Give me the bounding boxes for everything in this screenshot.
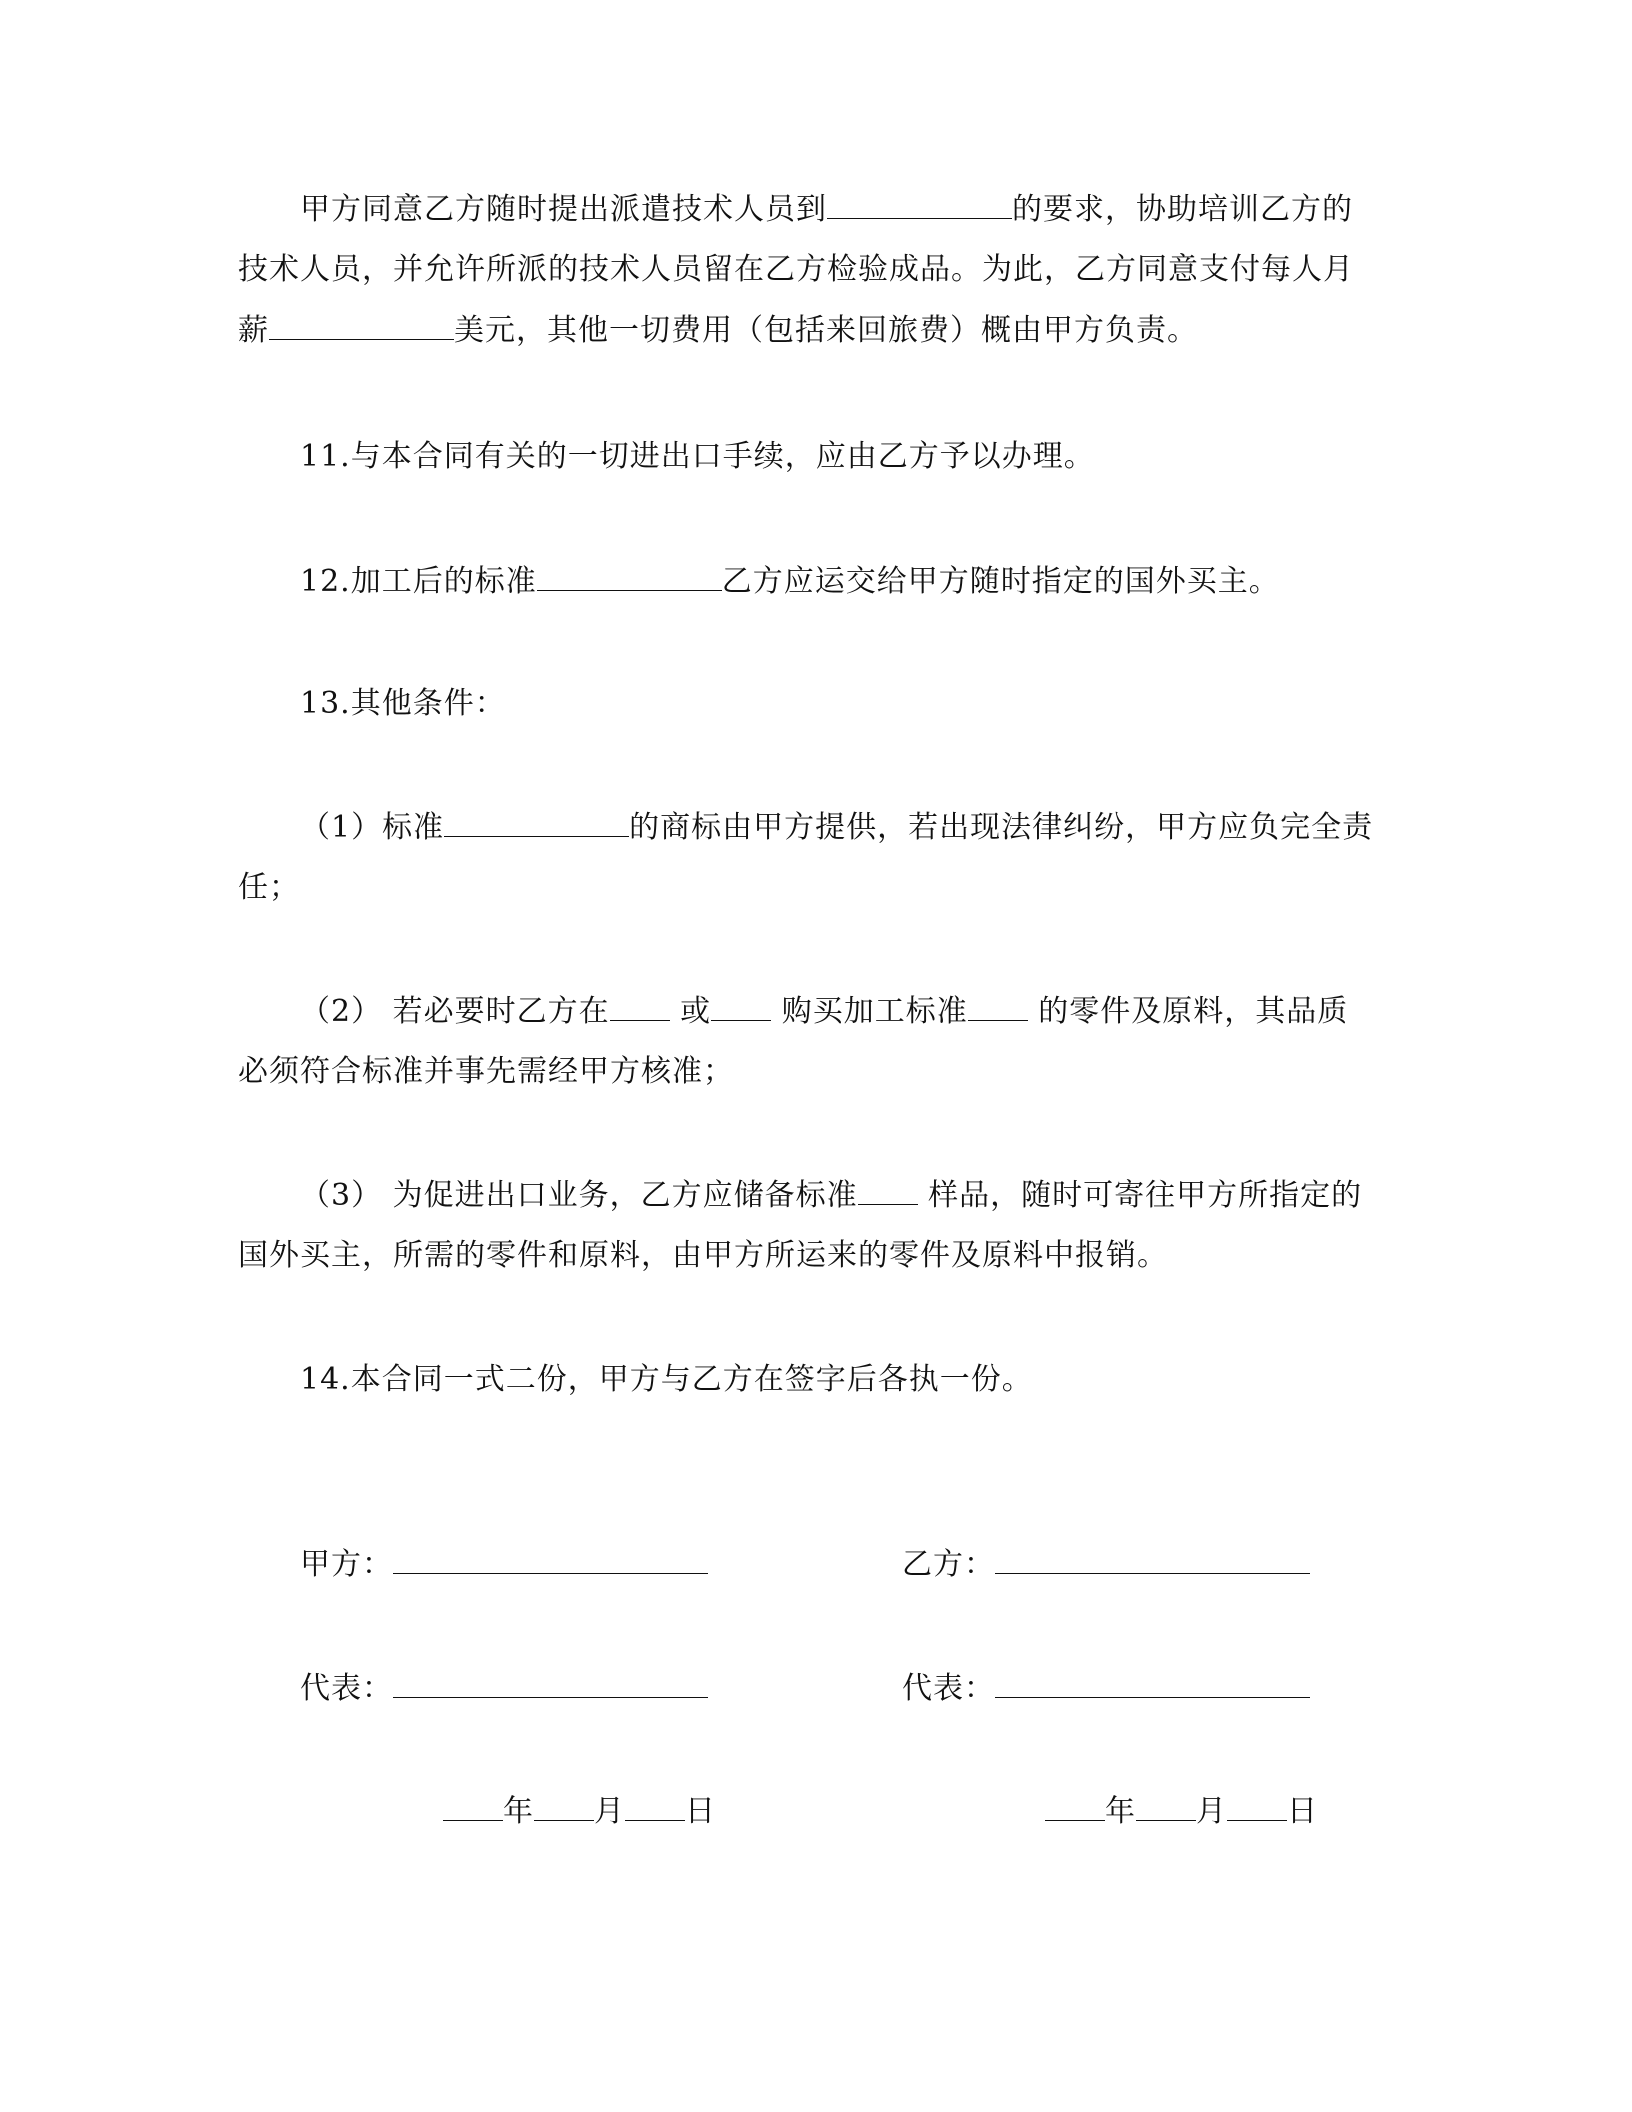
clause-12-text-a: 12.加工后的标准: [300, 564, 537, 599]
fill-blank[interactable]: [711, 994, 771, 1021]
party-b-date: [1045, 1792, 1318, 1832]
day-label: 日: [685, 1794, 716, 1829]
year-label: 年: [1105, 1794, 1136, 1829]
year-label: 年: [503, 1794, 534, 1829]
year-blank[interactable]: [1045, 1794, 1105, 1821]
day-blank[interactable]: [1227, 1794, 1287, 1821]
clause-13-2-text-e: 必须符合标准并事先需经甲方核准；: [238, 1054, 734, 1089]
party-b-representative: [902, 1669, 1310, 1709]
clause-13-1-line-1: [300, 808, 1373, 848]
month-label: 月: [1196, 1794, 1227, 1829]
party-b-blank[interactable]: [995, 1547, 1310, 1574]
p10-text-b: 的要求，协助培训乙方的: [1012, 192, 1353, 227]
clause-13-2-text-c: 购买加工标准: [771, 994, 968, 1029]
clause-13-1-text-a: （1）标准: [300, 810, 445, 845]
party-b-rep-label: 代表：: [902, 1671, 995, 1706]
party-a-rep-blank[interactable]: [393, 1671, 708, 1698]
fill-blank[interactable]: [858, 1178, 918, 1205]
p10-text-a: 甲方同意乙方随时提出派遣技术人员到: [300, 192, 827, 227]
fill-blank[interactable]: [537, 564, 722, 591]
party-a-date: [443, 1792, 716, 1832]
p10-text-d: 薪: [238, 313, 269, 348]
clause-14-text: 14.本合同一式二份，甲方与乙方在签字后各执一份。: [300, 1362, 1033, 1397]
clause-13-3-line-2: [238, 1236, 1168, 1276]
p10-line-1: [300, 190, 1353, 230]
clause-14: [300, 1360, 1033, 1400]
fill-blank[interactable]: [610, 994, 670, 1021]
p10-text-c: 技术人员，并允许所派的技术人员留在乙方检验成品。为此，乙方同意支付每人月: [238, 252, 1354, 287]
fill-blank[interactable]: [269, 313, 454, 340]
clause-13-text: 13.其他条件：: [300, 686, 506, 721]
clause-13-2-text-a: （2） 若必要时乙方在: [300, 994, 610, 1029]
clause-13-1-text-c: 任；: [238, 870, 300, 905]
party-b-signature: [902, 1545, 1310, 1585]
month-blank[interactable]: [534, 1794, 594, 1821]
p10-text-e: 美元，其他一切费用（包括来回旅费）概由甲方负责。: [454, 313, 1198, 348]
clause-13-2-line-2: [238, 1052, 734, 1092]
clause-13-2-text-d: 的零件及原料，其品质: [1027, 994, 1349, 1029]
clause-12: [300, 562, 1280, 602]
party-a-rep-label: 代表：: [300, 1671, 393, 1706]
clause-11-text: 11.与本合同有关的一切进出口手续，应由乙方予以办理。: [300, 439, 1095, 474]
p10-line-3: [238, 311, 1198, 351]
party-a-signature: [300, 1545, 708, 1585]
p10-line-2: [238, 250, 1354, 290]
month-label: 月: [594, 1794, 625, 1829]
fill-blank[interactable]: [827, 192, 1012, 219]
clause-13-2-line-1: [300, 992, 1348, 1032]
year-blank[interactable]: [443, 1794, 503, 1821]
party-b-rep-blank[interactable]: [995, 1671, 1310, 1698]
clause-13-3-text-c: 国外买主，所需的零件和原料，由甲方所运来的零件及原料中报销。: [238, 1238, 1168, 1273]
clause-13-2-text-b: 或: [669, 994, 712, 1029]
party-b-label: 乙方：: [902, 1547, 995, 1582]
clause-13-1-line-2: [238, 868, 300, 908]
day-label: 日: [1287, 1794, 1318, 1829]
clause-12-text-b: 乙方应运交给甲方随时指定的国外买主。: [721, 564, 1280, 599]
clause-13-3-text-b: 样品，随时可寄往甲方所指定的: [917, 1178, 1363, 1213]
fill-blank[interactable]: [444, 810, 629, 837]
clause-13-1-text-b: 的商标由甲方提供，若出现法律纠纷，甲方应负完全责: [629, 810, 1374, 845]
month-blank[interactable]: [1136, 1794, 1196, 1821]
fill-blank[interactable]: [968, 994, 1028, 1021]
party-a-representative: [300, 1669, 708, 1709]
party-a-blank[interactable]: [393, 1547, 708, 1574]
clause-11: [300, 437, 1095, 477]
party-a-label: 甲方：: [300, 1547, 393, 1582]
clause-13-3-line-1: [300, 1176, 1362, 1216]
clause-13: [300, 684, 506, 724]
clause-13-3-text-a: （3） 为促进出口业务，乙方应储备标准: [300, 1178, 858, 1213]
day-blank[interactable]: [625, 1794, 685, 1821]
